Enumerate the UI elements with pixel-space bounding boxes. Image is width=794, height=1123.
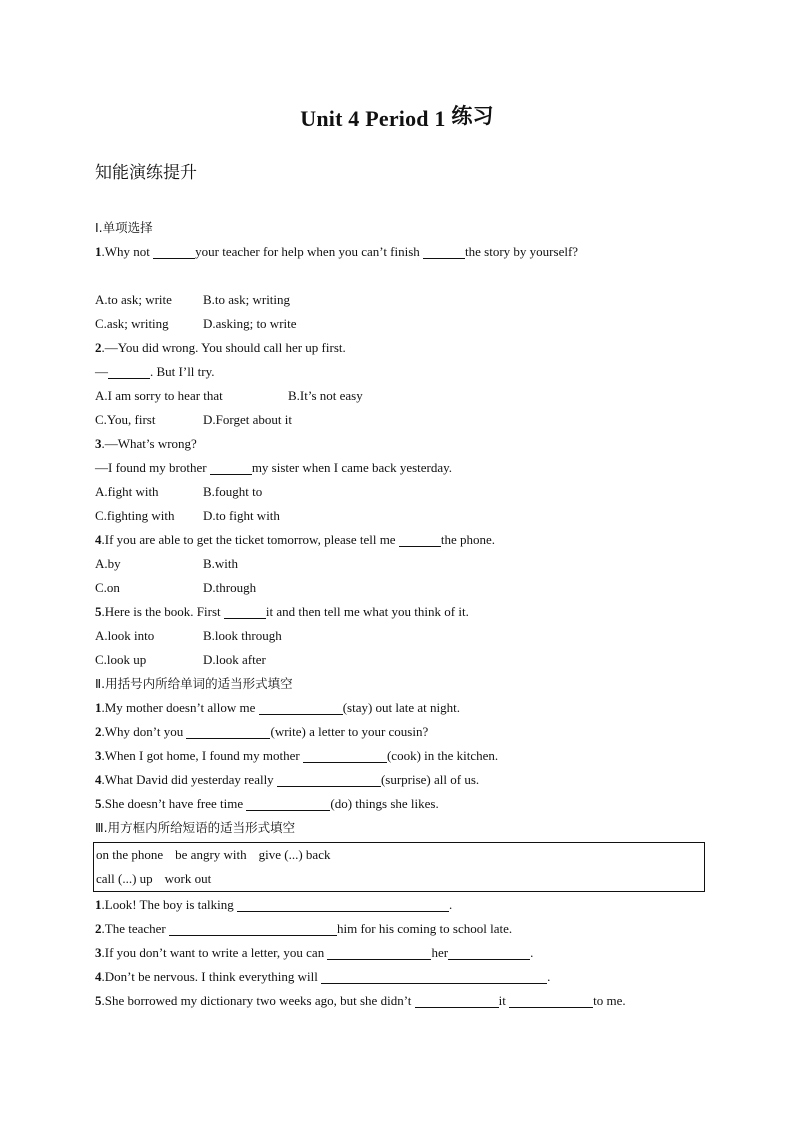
phrase-box-row-1 bbox=[96, 843, 704, 867]
phrase: work out bbox=[164, 871, 212, 886]
worksheet-content bbox=[95, 216, 715, 1013]
section-3-heading: Ⅲ.用方框内所给短语的适当形式填空 bbox=[95, 820, 296, 835]
option-a[interactable]: A.look into bbox=[95, 628, 155, 643]
option-b[interactable]: B.It’s not easy bbox=[288, 388, 363, 403]
option-c[interactable]: C.on bbox=[95, 580, 120, 595]
option-a[interactable]: A.fight with bbox=[95, 484, 159, 499]
answer-blank[interactable] bbox=[303, 748, 387, 763]
answer-blank[interactable] bbox=[259, 700, 343, 715]
answer-blank[interactable] bbox=[277, 772, 381, 787]
options-1-4-cd bbox=[95, 576, 715, 600]
options-1-2-ab bbox=[95, 384, 715, 408]
answer-blank[interactable] bbox=[509, 993, 593, 1008]
options-1-2-cd bbox=[95, 408, 715, 432]
option-d[interactable]: D.asking; to write bbox=[203, 316, 297, 331]
question-1-1: 1.Why not your teacher for help when you can’t finish the story by yourself? bbox=[95, 244, 579, 259]
options-1-5-ab bbox=[95, 624, 715, 648]
question-2-2: 2.Why don’t you (write) a letter to your cousin? bbox=[95, 724, 429, 739]
question-3-5: 5.She borrowed my dictionary two weeks ago, but she didn’t it to me. bbox=[95, 993, 626, 1008]
option-d[interactable]: D.through bbox=[203, 580, 257, 595]
option-c[interactable]: C.look up bbox=[95, 652, 147, 667]
answer-blank[interactable] bbox=[210, 460, 252, 475]
question-1-5: 5.Here is the book. First it and then tell me what you think of it. bbox=[95, 604, 469, 619]
phrase: call (...) up bbox=[96, 871, 153, 886]
section-2-heading: Ⅱ.用括号内所给单词的适当形式填空 bbox=[95, 676, 293, 691]
answer-blank[interactable] bbox=[399, 532, 441, 547]
answer-blank[interactable] bbox=[321, 969, 547, 984]
phrase: on the phone bbox=[96, 847, 164, 862]
option-c[interactable]: C.fighting with bbox=[95, 508, 175, 523]
question-2-1: 1.My mother doesn’t allow me (stay) out late at night. bbox=[95, 700, 461, 715]
option-d[interactable]: D.Forget about it bbox=[203, 412, 292, 427]
question-1-4: 4.If you are able to get the ticket tomorrow, please tell me the phone. bbox=[95, 532, 495, 547]
section-1-heading: Ⅰ.单项选择 bbox=[95, 220, 153, 235]
section-subtitle: 知能演练提升 bbox=[95, 163, 197, 183]
question-2-4: 4.What David did yesterday really (surprise) all of us. bbox=[95, 772, 480, 787]
question-3-2: 2.The teacher him for his coming to school late. bbox=[95, 921, 513, 936]
question-1-2-response: — . But I’ll try. bbox=[95, 364, 215, 379]
option-b[interactable]: B.to ask; writing bbox=[203, 292, 291, 307]
answer-blank[interactable] bbox=[246, 796, 330, 811]
option-b[interactable]: B.fought to bbox=[203, 484, 263, 499]
options-1-3-cd bbox=[95, 504, 715, 528]
options-1-4-ab bbox=[95, 552, 715, 576]
answer-blank[interactable] bbox=[415, 993, 499, 1008]
option-a[interactable]: A.to ask; write bbox=[95, 292, 172, 307]
question-1-2: 2.—You did wrong. You should call her up first. bbox=[95, 340, 346, 355]
options-1-1-ab bbox=[95, 288, 715, 312]
phrase-box-row-2 bbox=[96, 867, 704, 891]
question-2-3: 3.When I got home, I found my mother (cook) in the kitchen. bbox=[95, 748, 499, 763]
answer-blank[interactable] bbox=[448, 945, 530, 960]
options-1-1-cd bbox=[95, 312, 715, 336]
title-chinese: 练习 bbox=[451, 104, 494, 128]
question-3-1: 1.Look! The boy is talking . bbox=[95, 897, 453, 912]
answer-blank[interactable] bbox=[169, 921, 337, 936]
option-c[interactable]: C.ask; writing bbox=[95, 316, 169, 331]
option-a[interactable]: A.I am sorry to hear that bbox=[95, 388, 223, 403]
page-title bbox=[0, 103, 794, 133]
option-c[interactable]: C.You, first bbox=[95, 412, 156, 427]
question-3-4: 4.Don’t be nervous. I think everything will . bbox=[95, 969, 551, 984]
option-d[interactable]: D.look after bbox=[203, 652, 266, 667]
answer-blank[interactable] bbox=[224, 604, 266, 619]
answer-blank[interactable] bbox=[327, 945, 431, 960]
answer-blank[interactable] bbox=[108, 364, 150, 379]
phrase: be angry with bbox=[175, 847, 247, 862]
question-1-3-response: —I found my brother my sister when I came back yesterday. bbox=[95, 460, 453, 475]
option-b[interactable]: B.look through bbox=[203, 628, 282, 643]
question-1-3: 3.—What’s wrong? bbox=[95, 436, 197, 451]
answer-blank[interactable] bbox=[423, 244, 465, 259]
answer-blank[interactable] bbox=[237, 897, 449, 912]
answer-blank[interactable] bbox=[153, 244, 195, 259]
phrase: give (...) back bbox=[258, 847, 331, 862]
options-1-5-cd bbox=[95, 648, 715, 672]
option-a[interactable]: A.by bbox=[95, 556, 121, 571]
question-3-3: 3.If you don’t want to write a letter, you can her . bbox=[95, 945, 534, 960]
option-b[interactable]: B.with bbox=[203, 556, 239, 571]
option-d[interactable]: D.to fight with bbox=[203, 508, 280, 523]
answer-blank[interactable] bbox=[186, 724, 270, 739]
question-2-5: 5.She doesn’t have free time (do) things she likes. bbox=[95, 796, 439, 811]
title-english: Unit 4 Period 1 bbox=[300, 106, 446, 131]
options-1-3-ab bbox=[95, 480, 715, 504]
phrase-box bbox=[93, 842, 705, 892]
